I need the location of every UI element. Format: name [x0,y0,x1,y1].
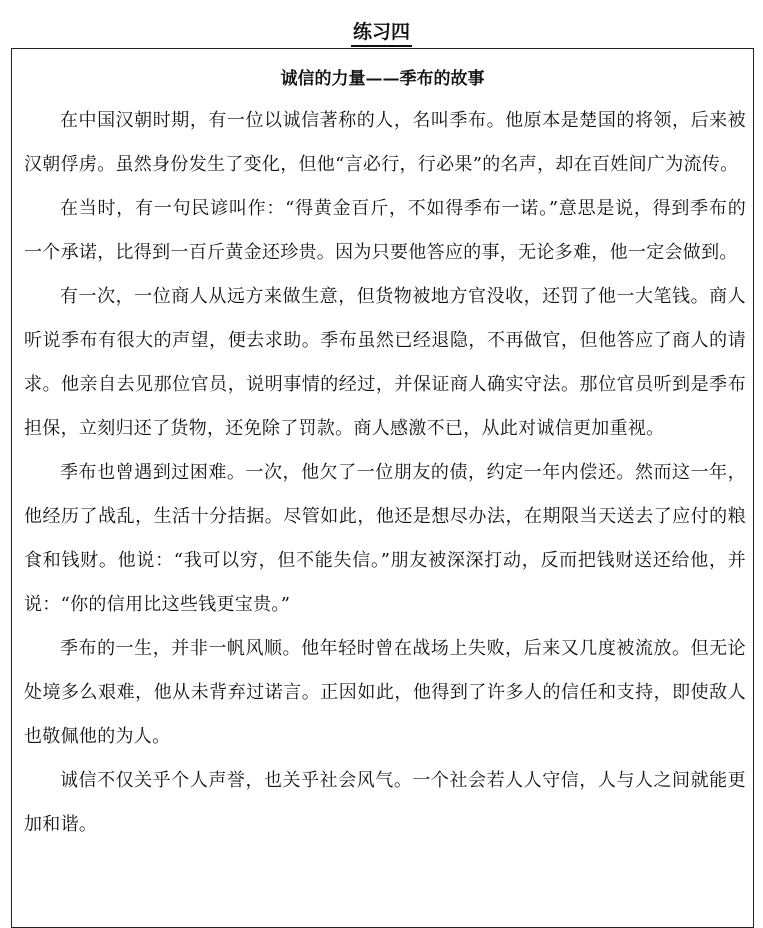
paragraph-4: 季布也曾遇到过困难。一次，他欠了一位朋友的债，约定一年内偿还。然而这一年，他经历了战乱，生活十分拮据。尽管如此，他还是想尽办法，在期限当天送去了应付的粮食和钱财。他说：“我可以穷，但不能失信。”朋友被深深打动，反而把钱财送还给他，并说：“你的信用比这些钱更宝贵。” [24,462,746,615]
exercise-title: 练习四 [351,19,412,47]
passage-body [24,99,746,847]
paragraph-6: 诚信不仅关乎个人声誉，也关乎社会风气。一个社会若人人守信，人与人之间就能更加和谐。 [24,770,746,835]
passage-title: 诚信的力量——季布的故事 [280,69,485,89]
paragraph-1: 在中国汉朝时期，有一位以诚信著称的人，名叫季布。他原本是楚国的将领，后来被汉朝俘虏。虽然身份发生了变化，但他“言必行，行必果”的名声，却在百姓间广为流传。 [24,110,746,175]
exercise-heading [0,18,763,47]
passage-box [11,48,754,928]
paragraph-5: 季布的一生，并非一帆风顺。他年轻时曾在战场上失败，后来又几度被流放。但无论处境多么艰难，他从未背弃过诺言。正因如此，他得到了许多人的信任和支持，即使敌人也敬佩他的为人。 [24,638,746,747]
paragraph-2: 在当时，有一句民谚叫作：“得黄金百斤，不如得季布一诺。”意思是说，得到季布的一个承诺，比得到一百斤黄金还珍贵。因为只要他答应的事，无论多难，他一定会做到。 [24,198,746,263]
paragraph-3: 有一次，一位商人从远方来做生意，但货物被地方官没收，还罚了他一大笔钱。商人听说季布有很大的声望，便去求助。季布虽然已经退隐，不再做官，但他答应了商人的请求。他亲自去见那位官员，说明事情的经过，并保证商人确实守法。那位官员听到是季布担保，立刻归还了货物，还免除了罚款。商人感激不已，从此对诚信更加重视。 [24,286,746,439]
